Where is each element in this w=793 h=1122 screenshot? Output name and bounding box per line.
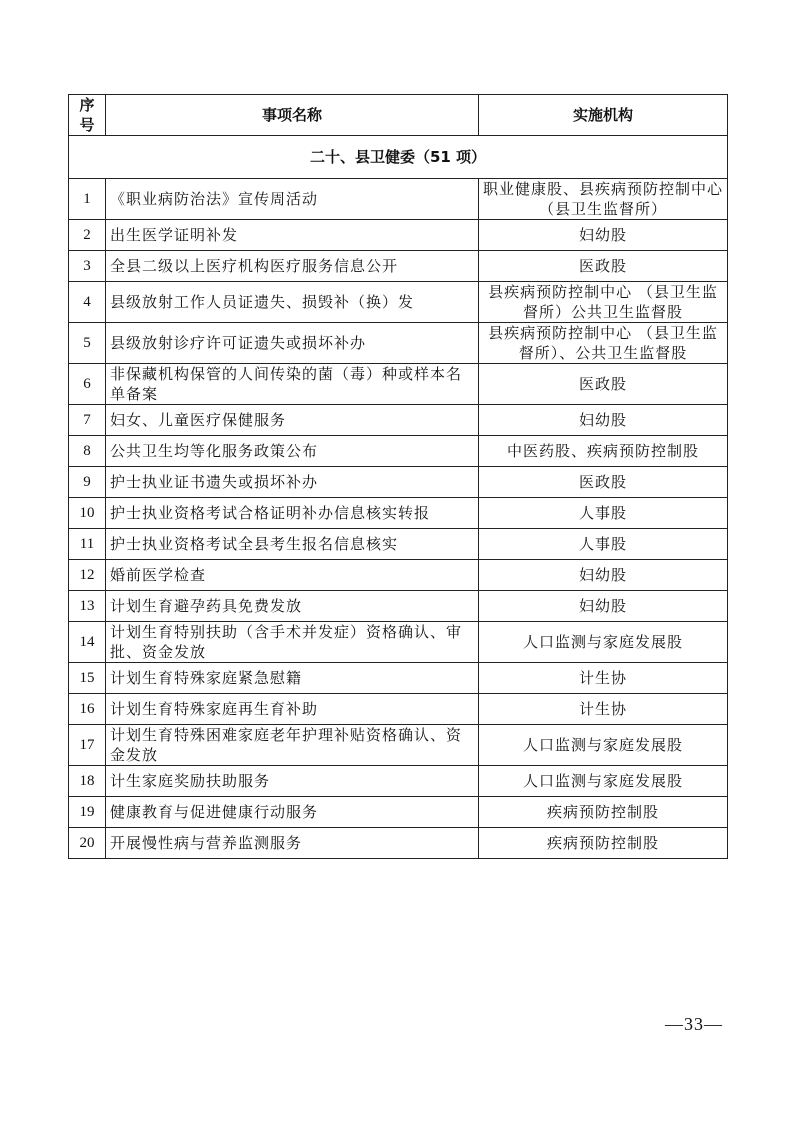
row-item-name: 公共卫生均等化服务政策公布 [106, 436, 479, 467]
row-serial-number: 13 [69, 591, 106, 622]
row-serial-number: 3 [69, 251, 106, 282]
row-serial-number: 8 [69, 436, 106, 467]
row-item-name: 县级放射诊疗许可证遗失或损坏补办 [106, 323, 479, 364]
row-serial-number: 9 [69, 467, 106, 498]
table-row [69, 436, 728, 467]
row-serial-number: 11 [69, 529, 106, 560]
table-row [69, 498, 728, 529]
row-implementing-agency: 县疾病预防控制中心 （县卫生监督所）公共卫生监督股 [479, 282, 728, 323]
row-serial-number: 2 [69, 220, 106, 251]
row-implementing-agency: 妇幼股 [479, 220, 728, 251]
row-implementing-agency: 计生协 [479, 663, 728, 694]
row-item-name: 婚前医学检查 [106, 560, 479, 591]
header-item-name: 事项名称 [106, 95, 479, 136]
table-row [69, 725, 728, 766]
section-title: 二十、县卫健委（51 项） [69, 136, 728, 179]
section-header-row [69, 136, 728, 179]
row-implementing-agency: 人事股 [479, 529, 728, 560]
header-serial-number: 序号 [69, 95, 106, 136]
row-serial-number: 18 [69, 766, 106, 797]
row-item-name: 护士执业证书遗失或损坏补办 [106, 467, 479, 498]
row-implementing-agency: 人口监测与家庭发展股 [479, 766, 728, 797]
table-row [69, 405, 728, 436]
row-implementing-agency: 妇幼股 [479, 591, 728, 622]
row-serial-number: 7 [69, 405, 106, 436]
row-serial-number: 16 [69, 694, 106, 725]
row-item-name: 计划生育避孕药具免费发放 [106, 591, 479, 622]
table-row [69, 828, 728, 859]
row-item-name: 开展慢性病与营养监测服务 [106, 828, 479, 859]
table-row [69, 251, 728, 282]
row-serial-number: 6 [69, 364, 106, 405]
row-item-name: 计划生育特殊困难家庭老年护理补贴资格确认、资金发放 [106, 725, 479, 766]
row-serial-number: 1 [69, 179, 106, 220]
row-item-name: 计划生育特殊家庭紧急慰籍 [106, 663, 479, 694]
row-item-name: 《职业病防治法》宣传周活动 [106, 179, 479, 220]
row-item-name: 妇女、儿童医疗保健服务 [106, 405, 479, 436]
row-item-name: 计划生育特别扶助（含手术并发症）资格确认、审批、资金发放 [106, 622, 479, 663]
table-row [69, 529, 728, 560]
row-implementing-agency: 人口监测与家庭发展股 [479, 725, 728, 766]
table-row [69, 282, 728, 323]
table-row [69, 591, 728, 622]
table-row [69, 220, 728, 251]
row-implementing-agency: 医政股 [479, 364, 728, 405]
row-serial-number: 12 [69, 560, 106, 591]
row-item-name: 计生家庭奖励扶助服务 [106, 766, 479, 797]
row-serial-number: 5 [69, 323, 106, 364]
table-row [69, 663, 728, 694]
row-implementing-agency: 医政股 [479, 251, 728, 282]
row-item-name: 计划生育特殊家庭再生育补助 [106, 694, 479, 725]
row-implementing-agency: 县疾病预防控制中心 （县卫生监督所）、公共卫生监督股 [479, 323, 728, 364]
row-item-name: 出生医学证明补发 [106, 220, 479, 251]
row-implementing-agency: 计生协 [479, 694, 728, 725]
row-implementing-agency: 职业健康股、县疾病预防控制中心（县卫生监督所） [479, 179, 728, 220]
row-serial-number: 10 [69, 498, 106, 529]
page-number: —33— [665, 1014, 723, 1034]
row-serial-number: 4 [69, 282, 106, 323]
row-implementing-agency: 妇幼股 [479, 560, 728, 591]
row-implementing-agency: 医政股 [479, 467, 728, 498]
row-item-name: 全县二级以上医疗机构医疗服务信息公开 [106, 251, 479, 282]
table-row [69, 560, 728, 591]
row-item-name: 县级放射工作人员证遗失、损毁补（换）发 [106, 282, 479, 323]
row-serial-number: 15 [69, 663, 106, 694]
row-item-name: 健康教育与促进健康行动服务 [106, 797, 479, 828]
row-item-name: 非保藏机构保管的人间传染的菌（毒）种或样本名单备案 [106, 364, 479, 405]
row-implementing-agency: 疾病预防控制股 [479, 797, 728, 828]
row-serial-number: 20 [69, 828, 106, 859]
row-implementing-agency: 人口监测与家庭发展股 [479, 622, 728, 663]
row-serial-number: 14 [69, 622, 106, 663]
row-serial-number: 17 [69, 725, 106, 766]
header-implementing-agency: 实施机构 [479, 95, 728, 136]
row-implementing-agency: 疾病预防控制股 [479, 828, 728, 859]
table-row [69, 797, 728, 828]
table-row [69, 467, 728, 498]
table-row [69, 694, 728, 725]
table-row [69, 364, 728, 405]
row-implementing-agency: 中医药股、疾病预防控制股 [479, 436, 728, 467]
table-body [69, 136, 728, 859]
table-row [69, 323, 728, 364]
row-item-name: 护士执业资格考试全县考生报名信息核实 [106, 529, 479, 560]
table-row [69, 766, 728, 797]
table-row [69, 179, 728, 220]
table-row [69, 622, 728, 663]
items-table [68, 94, 728, 859]
row-serial-number: 19 [69, 797, 106, 828]
row-item-name: 护士执业资格考试合格证明补办信息核实转报 [106, 498, 479, 529]
row-implementing-agency: 妇幼股 [479, 405, 728, 436]
row-implementing-agency: 人事股 [479, 498, 728, 529]
table-header-row [69, 95, 728, 136]
